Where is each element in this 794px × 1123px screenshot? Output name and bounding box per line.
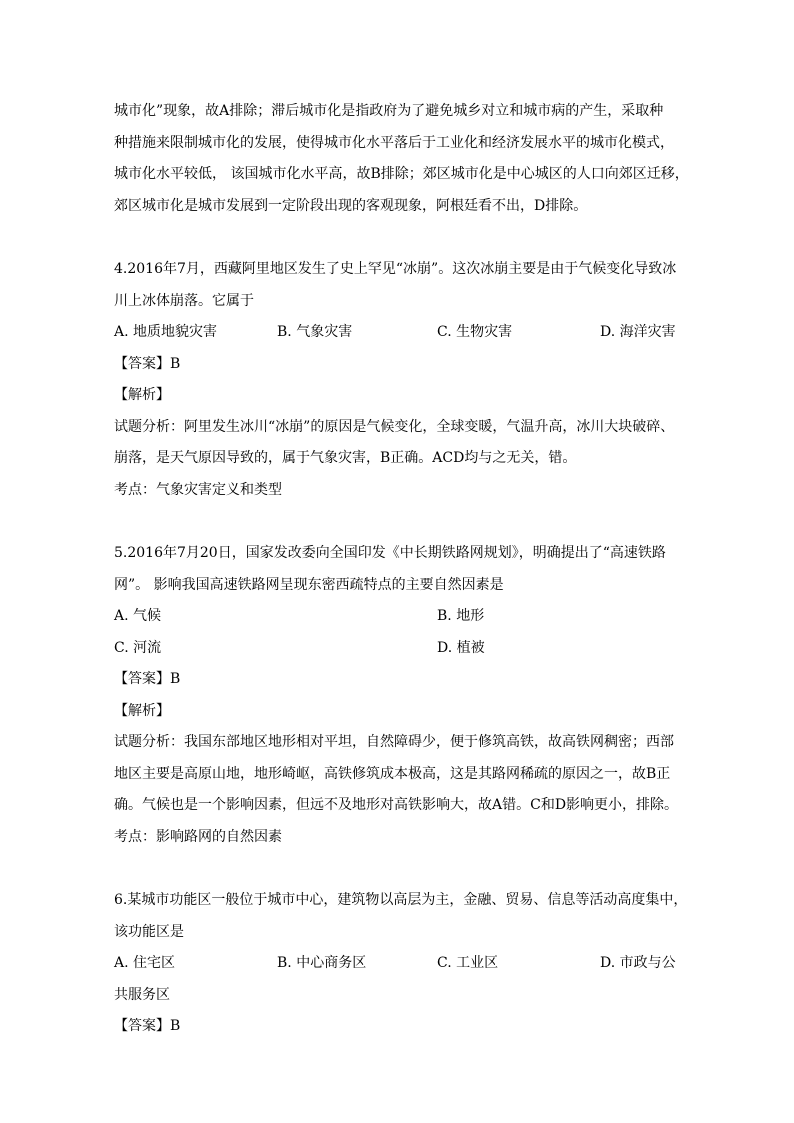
option-b: B. 气象灾害 bbox=[277, 324, 353, 340]
analysis-text: 确。气候也是一个影响因素，但远不及地形对高铁影响大，故A错。C和D影响更小，排除。 bbox=[114, 797, 679, 813]
option-a: A. 住宅区 bbox=[114, 955, 176, 971]
answer: 【答案】B bbox=[114, 355, 181, 372]
spacer bbox=[114, 853, 684, 885]
option-c: C. 工业区 bbox=[437, 955, 499, 971]
intro-line: 城市化水平较低， 该国城市化水平高，故B排除；郊区城市化是中心城区的人口向郊区迁移， bbox=[114, 166, 689, 182]
question-stem: 4.2016年7月，西藏阿里地区发生了史上罕见“冰崩”。这次冰崩主要是由于气候变化导致冰 bbox=[114, 261, 677, 277]
intro-line: 郊区城市化是城市发展到一定阶段出现的客观现象，阿根廷看不出，D排除。 bbox=[114, 197, 588, 214]
option-a: A. 气候 bbox=[114, 608, 162, 624]
question-4 bbox=[114, 254, 684, 506]
spacer bbox=[114, 222, 684, 254]
option-c: C. 河流 bbox=[114, 639, 162, 656]
document-page bbox=[114, 96, 689, 1043]
answer: 【答案】B bbox=[114, 671, 181, 687]
option-b: B. 地形 bbox=[437, 608, 485, 624]
options-row bbox=[114, 317, 684, 349]
question-stem: 6.某城市功能区一般位于城市中心，建筑物以高层为主，金融、贸易、信息等活动高度集中， bbox=[114, 892, 688, 908]
analysis-label: 【解析】 bbox=[114, 702, 170, 719]
option-d: D. 植被 bbox=[437, 639, 485, 656]
answer: 【答案】B bbox=[114, 1018, 181, 1034]
question-stem: 网”。 影响我国高速铁路网呈现东密西疏特点的主要自然因素是 bbox=[114, 576, 504, 593]
intro-line: 城市化”现象，故A排除；滞后城市化是指政府为了避免城乡对立和城市病的产生，采取种 bbox=[114, 103, 664, 119]
options-row bbox=[114, 601, 684, 633]
question-stem: 该功能区是 bbox=[114, 923, 184, 940]
analysis-text: 试题分析：阿里发生冰川“冰崩”的原因是气候变化，全球变暖，气温升高，冰川大块破碎、 bbox=[114, 418, 675, 435]
knowledge-point: 考点：影响路网的自然因素 bbox=[114, 828, 282, 845]
question-5 bbox=[114, 538, 684, 853]
options-row bbox=[114, 633, 684, 665]
question-6 bbox=[114, 885, 688, 1043]
question-stem: 川上冰体崩落。它属于 bbox=[114, 292, 254, 309]
question-stem: 5.2016年7月20日，国家发改委向全国印发《中长期铁路网规划》，明确提出了“高速铁路 bbox=[114, 545, 666, 561]
option-d: D. 海洋灾害 bbox=[600, 324, 676, 340]
analysis-text: 崩落，是天气原因导致的，属于气象灾害，B正确。ACD均与之无关，错。 bbox=[114, 450, 577, 466]
option-d: D. 市政与公 bbox=[600, 955, 676, 971]
options-row bbox=[114, 948, 684, 980]
knowledge-point: 考点：气象灾害定义和类型 bbox=[114, 481, 282, 498]
option-a: A. 地质地貌灾害 bbox=[114, 324, 218, 340]
option-d-continuation: 共服务区 bbox=[114, 986, 170, 1003]
option-b: B. 中心商务区 bbox=[277, 955, 367, 971]
intro-paragraph bbox=[114, 96, 689, 222]
option-c: C. 生物灾害 bbox=[437, 324, 513, 340]
analysis-text: 地区主要是高原山地，地形崎岖，高铁修筑成本极高，这是其路网稀疏的原因之一，故B正 bbox=[114, 765, 671, 782]
intro-line: 种措施来限制城市化的发展，使得城市化水平落后于工业化和经济发展水平的城市化模式， bbox=[114, 134, 674, 151]
analysis-label: 【解析】 bbox=[114, 387, 170, 403]
analysis-text: 试题分析：我国东部地区地形相对平坦，自然障碍少，便于修筑高铁，故高铁网稠密；西部 bbox=[114, 734, 674, 750]
spacer bbox=[114, 506, 684, 538]
